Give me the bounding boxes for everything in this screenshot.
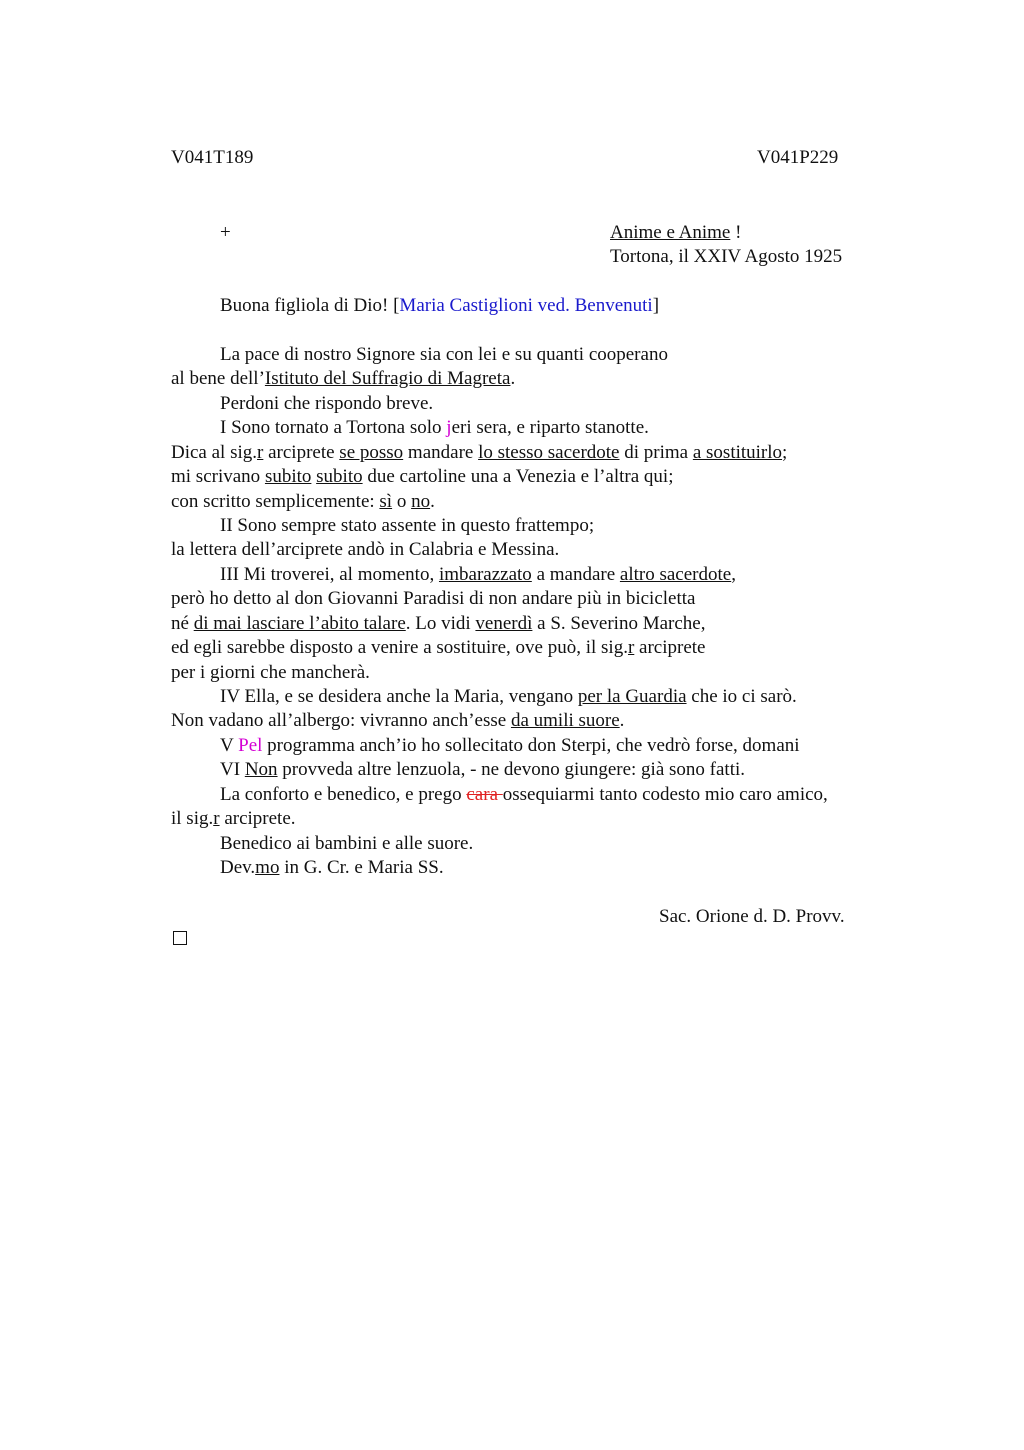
body-line: Non vadano all’albergo: vivranno anch’esse da umili suore.	[171, 710, 625, 731]
body-line: Benedico ai bambini e alle suore.	[220, 833, 474, 854]
body-line: ed egli sarebbe disposto a venire a sostituire, ove può, il sig.r arciprete	[171, 637, 706, 658]
salutation	[220, 294, 659, 318]
deleted-word: cara	[466, 784, 503, 805]
document-code-right: V041P229	[757, 147, 839, 168]
salutation-text: Buona figliola di Dio! [	[220, 295, 400, 316]
heading-title-tail: !	[730, 222, 742, 243]
body-line: V Pel programma anch’io ho sollecitato don Sterpi, che vedrò forse, domani	[220, 735, 800, 756]
salutation-close: ]	[652, 295, 660, 316]
body-line: la lettera dell’arciprete andò in Calabria e Messina.	[171, 539, 560, 560]
place-date: Tortona, il XXIV Agosto 1925	[610, 246, 843, 267]
body-line: al bene dell’Istituto del Suffragio di Magreta.	[171, 368, 516, 389]
body-line: mi scrivano subito subito due cartoline una a Venezia e l’altra qui;	[171, 466, 674, 487]
body-line: Perdoni che rispondo breve.	[220, 393, 434, 414]
body-line: Dev.mo in G. Cr. e Maria SS.	[220, 857, 444, 878]
body-line: per i giorni che mancherà.	[171, 662, 370, 683]
body-line: con scritto semplicemente: sì o no.	[171, 491, 435, 512]
body-line: I Sono tornato a Tortona solo jeri sera, e riparto stanotte.	[220, 417, 649, 438]
cross-mark: +	[220, 222, 231, 243]
end-box-mark	[173, 931, 187, 945]
heading-title: Anime e Anime	[610, 222, 731, 243]
body-line: II Sono sempre stato assente in questo frattempo;	[220, 515, 595, 536]
recipient-name: Maria Castiglioni ved. Benvenuti	[399, 295, 653, 316]
body-line: La pace di nostro Signore sia con lei e su quanti cooperano	[220, 344, 668, 365]
body-line: IV Ella, e se desidera anche la Maria, vengano per la Guardia che io ci sarò.	[220, 686, 797, 707]
body-line: però ho detto al don Giovanni Paradisi di non andare più in bicicletta	[171, 588, 696, 609]
signature: Sac. Orione d. D. Provv.	[659, 906, 845, 927]
body-line: III Mi troverei, al momento, imbarazzato a mandare altro sacerdote,	[220, 564, 736, 585]
body-line: Dica al sig.r arciprete se posso mandare lo stesso sacerdote di prima a sostituirlo;	[171, 442, 788, 463]
body-line: il sig.r arciprete.	[171, 808, 296, 829]
document-code-left: V041T189	[171, 147, 254, 168]
body-line: VI Non provveda altre lenzuola, - ne devono giungere: già sono fatti.	[220, 759, 745, 780]
letter-heading	[610, 221, 741, 245]
body-line: né di mai lasciare l’abito talare. Lo vidi venerdì a S. Severino Marche,	[171, 613, 706, 634]
body-line: La conforto e benedico, e prego cara ossequiarmi tanto codesto mio caro amico,	[220, 784, 828, 805]
